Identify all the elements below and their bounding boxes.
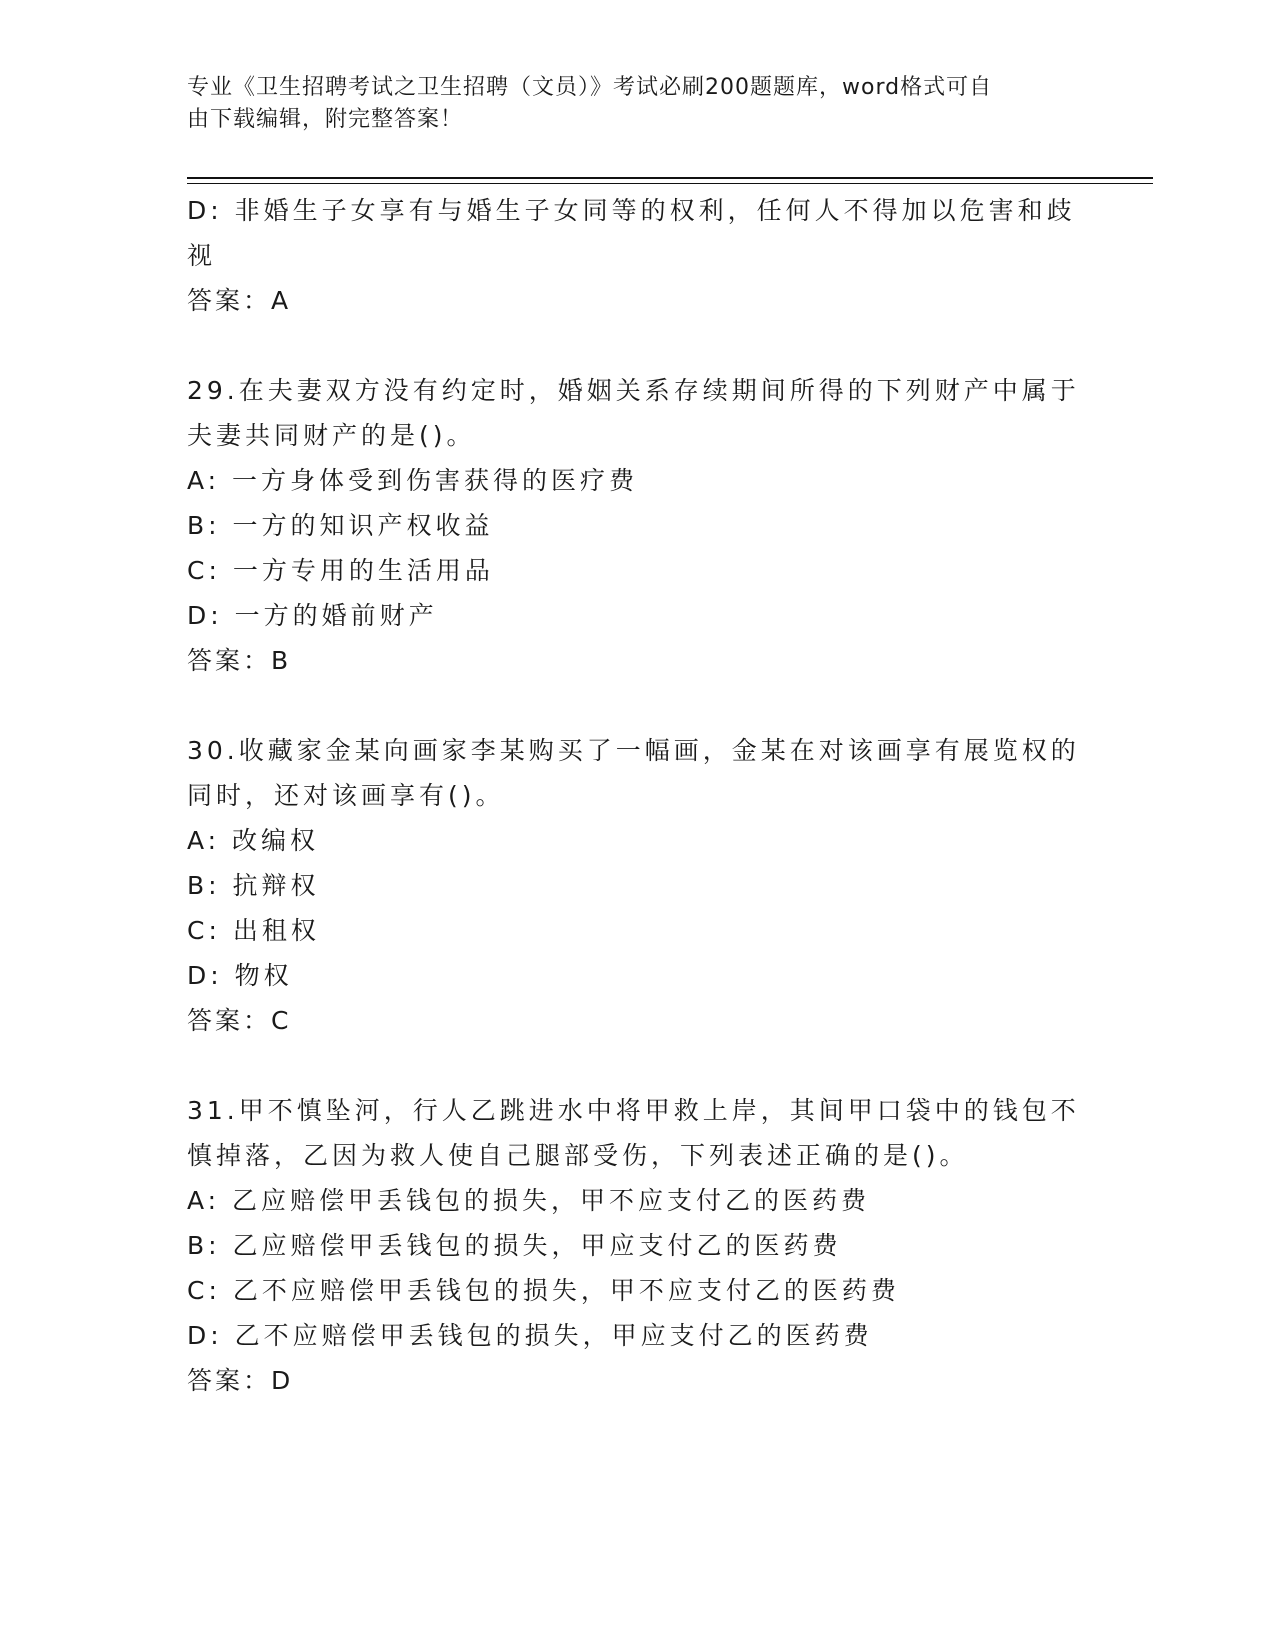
header-line: 专业《卫生招聘考试之卫生招聘（文员）》考试必刷200题题库，word格式可自 [187, 75, 993, 100]
question-30 [187, 728, 1087, 1044]
question-stem: 31.甲不慎坠河，行人乙跳进水中将甲救上岸，其间甲口袋中的钱包不 [187, 1096, 1080, 1125]
option-a: A: 改编权 [187, 826, 320, 855]
option-d: D: 非婚生子女享有与婚生子女同等的权利，任何人不得加以危害和歧 [187, 196, 1076, 225]
question-stem: 29.在夫妻双方没有约定时，婚姻关系存续期间所得的下列财产中属于 [187, 376, 1080, 405]
header-divider-thick [187, 177, 1153, 179]
option-b: B: 抗辩权 [187, 871, 320, 900]
header-divider-thin [187, 183, 1153, 184]
question-31 [187, 1088, 1087, 1404]
option-c: C: 乙不应赔偿甲丢钱包的损失，甲不应支付乙的医药费 [187, 1276, 900, 1305]
option-b: B: 乙应赔偿甲丢钱包的损失，甲应支付乙的医药费 [187, 1231, 842, 1260]
answer-line: 答案：A [187, 286, 292, 315]
question-stem-continued: 慎掉落，乙因为救人使自己腿部受伤，下列表述正确的是()。 [187, 1141, 969, 1170]
option-d-continued: 视 [187, 241, 217, 270]
question-29 [187, 368, 1087, 684]
option-a: A: 一方身体受到伤害获得的医疗费 [187, 466, 639, 495]
option-d: D: 一方的婚前财产 [187, 601, 438, 630]
answer-line: 答案：B [187, 646, 292, 675]
question-list [187, 188, 1087, 1404]
option-b: B: 一方的知识产权收益 [187, 511, 494, 540]
question-stem: 30.收藏家金某向画家李某购买了一幅画，金某在对该画享有展览权的 [187, 736, 1080, 765]
question-stem-continued: 同时，还对该画享有()。 [187, 781, 505, 810]
option-c: C: 出租权 [187, 916, 320, 945]
header-line: 由下载编辑，附完整答案！ [187, 107, 464, 132]
answer-line: 答案：C [187, 1006, 292, 1035]
option-d: D: 物权 [187, 961, 293, 990]
option-c: C: 一方专用的生活用品 [187, 556, 494, 585]
answer-line: 答案：D [187, 1366, 294, 1395]
previous-question-tail [187, 188, 1087, 324]
question-stem-continued: 夫妻共同财产的是()。 [187, 421, 476, 450]
option-d: D: 乙不应赔偿甲丢钱包的损失，甲应支付乙的医药费 [187, 1321, 873, 1350]
option-a: A: 乙应赔偿甲丢钱包的损失，甲不应支付乙的医药费 [187, 1186, 871, 1215]
document-header [187, 72, 1067, 136]
